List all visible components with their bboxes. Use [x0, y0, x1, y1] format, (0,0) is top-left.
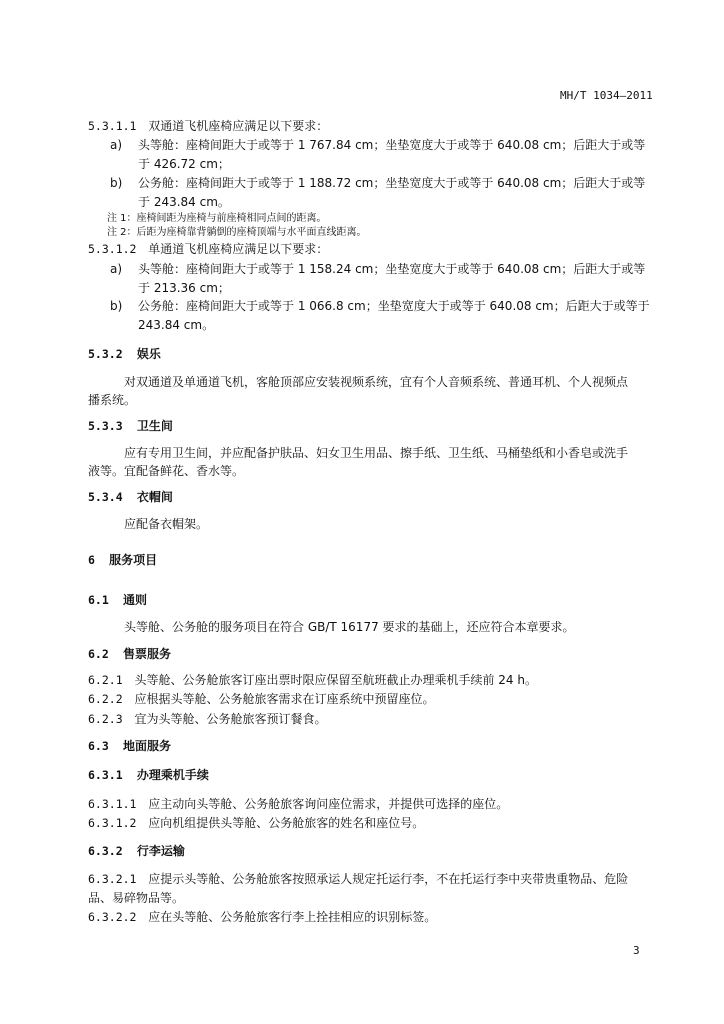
- paragraph-line: 头等舱、公务舱的服务项目在符合 GB/T 16177 要求的基础上，还应符合本章要求。: [124, 620, 575, 634]
- clause-number: 6.3.2.1: [88, 872, 137, 886]
- heading-title: 地面服务: [122, 739, 171, 753]
- paragraph-line-cont: 液等。宜配备鲜花、香水等。: [88, 464, 245, 478]
- clause-text: 应在头等舱、公务舱旅客行李上拴挂相应的识别标签。: [148, 910, 437, 924]
- clause-number: 6.2.2: [88, 692, 123, 706]
- clause-6-3-1-1: [88, 797, 508, 811]
- list-item-text-cont: 于 213.36 cm；: [138, 281, 230, 295]
- clause-text: 应向机组提供头等舱、公务舱旅客的姓名和座位号。: [148, 816, 425, 830]
- heading-title: 衣帽间: [136, 490, 173, 504]
- list-item-label: b): [110, 176, 123, 190]
- clause-number: 6.3.1.2: [88, 816, 137, 830]
- list-item-label: b): [110, 299, 123, 313]
- heading-number: 6: [88, 553, 95, 567]
- heading-number: 6.3: [88, 739, 109, 753]
- list-item-text: 公务舱：座椅间距大于或等于 1 066.8 cm；坐垫宽度大于或等于 640.08 cm；后距大于或等于: [138, 299, 650, 313]
- note-2: 注 2：后距为座椅靠背躺倒的座椅顶端与水平面直线距离。: [107, 227, 367, 238]
- clause-text: 双通道飞机座椅应满足以下要求：: [148, 119, 329, 133]
- heading-title: 服务项目: [109, 553, 158, 567]
- heading-6-1: [88, 593, 147, 607]
- clause-text: 应主动向头等舱、公务舱旅客询问座位需求，并提供可选择的座位。: [148, 797, 509, 811]
- heading-number: 6.2: [88, 647, 109, 661]
- heading-5-3-3: [88, 419, 173, 433]
- clause-text: 头等舱、公务舱旅客订座出票时限应保留至航班截止办理乘机手续前 24 h。: [134, 673, 537, 687]
- clause-number: 6.2.3: [88, 712, 123, 726]
- clause-number: 5.3.1.2: [88, 242, 137, 256]
- clause-text: 宜为头等舱、公务舱旅客预订餐食。: [134, 712, 327, 726]
- heading-6-3-2: [88, 844, 185, 858]
- heading-number: 5.3.3: [88, 419, 123, 433]
- heading-title: 通则: [122, 593, 147, 607]
- heading-6-2: [88, 647, 171, 661]
- clause-5-3-1-1: [88, 119, 328, 133]
- clause-text: 应根据头等舱、公务舱旅客需求在订座系统中预留座位。: [134, 692, 435, 706]
- heading-6: [88, 553, 157, 567]
- clause-6-3-2-2: [88, 910, 436, 924]
- page-number: 3: [633, 944, 640, 957]
- clause-text: 单通道飞机座椅应满足以下要求：: [148, 242, 329, 256]
- clause-number: 6.3.1.1: [88, 797, 137, 811]
- list-item-label: a): [110, 138, 123, 152]
- list-item-text-cont: 于 426.72 cm；: [138, 157, 230, 171]
- heading-title: 娱乐: [136, 347, 161, 361]
- document-code: MH/T 1034—2011: [560, 89, 653, 102]
- heading-number: 6.1: [88, 593, 109, 607]
- clause-6-3-2-1: [88, 872, 628, 886]
- heading-number: 6.3.1: [88, 768, 123, 782]
- heading-5-3-2: [88, 347, 161, 361]
- clause-text-cont: 品、易碎物品等。: [88, 891, 185, 905]
- list-item-text-cont: 243.84 cm。: [138, 318, 215, 332]
- heading-6-3-1: [88, 768, 209, 782]
- clause-number: 5.3.1.1: [88, 119, 137, 133]
- clause-number: 6.2.1: [88, 673, 123, 687]
- heading-number: 5.3.2: [88, 347, 123, 361]
- heading-number: 6.3.2: [88, 844, 123, 858]
- paragraph-line: 应配备衣帽架。: [124, 517, 209, 531]
- list-item-label: a): [110, 262, 123, 276]
- paragraph-line-cont: 播系统。: [88, 393, 137, 407]
- list-item-text: 头等舱：座椅间距大于或等于 1 158.24 cm；坐垫宽度大于或等于 640.08 cm；后距大于或等: [138, 262, 646, 276]
- clause-6-2-1: [88, 673, 537, 687]
- clause-6-2-2: [88, 692, 434, 706]
- clause-text: 应提示头等舱、公务舱旅客按照承运人规定托运行李，不在托运行李中夹带贵重物品、危险: [148, 872, 629, 886]
- paragraph-line: 对双通道及单通道飞机，客舱顶部应安装视频系统，宜有个人音频系统、普通耳机、个人视频点: [124, 375, 629, 389]
- clause-5-3-1-2: [88, 242, 328, 256]
- paragraph-line: 应有专用卫生间，并应配备护肤品、妇女卫生用品、擦手纸、卫生纸、马桶垫纸和小香皂或洗手: [124, 446, 629, 460]
- list-item-text: 头等舱：座椅间距大于或等于 1 767.84 cm；坐垫宽度大于或等于 640.08 cm；后距大于或等: [138, 138, 646, 152]
- heading-title: 行李运输: [136, 844, 185, 858]
- clause-number: 6.3.2.2: [88, 910, 137, 924]
- heading-5-3-4: [88, 490, 173, 504]
- list-item-text-cont: 于 243.84 cm。: [138, 195, 230, 209]
- clause-6-2-3: [88, 712, 326, 726]
- clause-6-3-1-2: [88, 816, 424, 830]
- heading-title: 办理乘机手续: [136, 768, 209, 782]
- heading-title: 卫生间: [136, 419, 173, 433]
- note-1: 注 1：座椅间距为座椅与前座椅相同点间的距离。: [107, 213, 327, 224]
- heading-number: 5.3.4: [88, 490, 123, 504]
- heading-title: 售票服务: [122, 647, 171, 661]
- list-item-text: 公务舱：座椅间距大于或等于 1 188.72 cm；坐垫宽度大于或等于 640.08 cm；后距大于或等: [138, 176, 646, 190]
- heading-6-3: [88, 739, 171, 753]
